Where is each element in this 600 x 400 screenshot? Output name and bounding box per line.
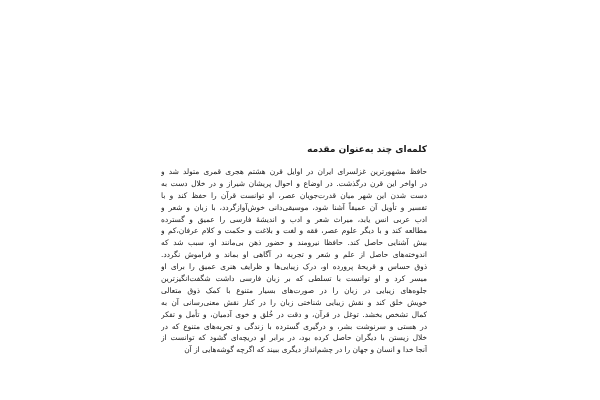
text-line: میسر کرد و او توانست با تسلطی که بر زبان فارسی داشت شگفت‌انگیزترین xyxy=(161,274,427,284)
text-line: خلال زیستن با دیگران حاصل کرده بود، در برابر او دریچه‌ای گشود که توانست از xyxy=(161,333,427,343)
text-line: مطالعه کند و با دیگر علوم عصر، فقه و لغت و بلاغت و حکمت و کلام عرفان،کم و xyxy=(161,226,427,236)
text-line: تفسیر و تأویل آن عمیقاً آشنا شود، موسیقی‌دانی خوش‌آوازگردد، با زبان و شعر و xyxy=(161,202,427,212)
text-line: اندوخته‌های حاصل از علم و شعر و تجربه در آگاهی او بماند و فراموش نگردد. xyxy=(161,250,427,260)
paragraph xyxy=(161,166,427,356)
text-line: در هستی و سرنوشت بشر، و درگیری گسترده با زندگی و تجربه‌های متنوع که در xyxy=(161,321,427,331)
text-line: کمال تشخص بخشد. توغل در قرآن، و دقت در خُلق و خوی آدمیان، و تأمل و تفکر xyxy=(161,309,427,319)
text-line: خویش خلق کند و نقش زیبایی شناختی زبان را در کنار نقش معنی‌رسانی آن به xyxy=(161,297,427,307)
text-line: در اواخر این قرن درگذشت. در اوضاع و احوال پریشان شیراز و در خلال دست به xyxy=(161,178,427,188)
text-line: ذوق حساس و قریحهٔ پرورده او، درک زیبایی‌ها و ظرایف هنری عمیق را برای او xyxy=(161,262,427,272)
text-line: بیش آشنایی حاصل کند. حافظا نیرومند و حضور ذهن بی‌مانند او، سبب شد که xyxy=(161,238,427,248)
text-line: دست شدن این شهر میان قدرت‌جویان عصر، او توانست قرآن را حفظ کند و با xyxy=(161,190,427,200)
text-block xyxy=(161,144,427,356)
text-line: جلوه‌های زیبایی در زبان را در صورت‌های بسیار متنوع با کمک ذوق متعالی xyxy=(161,285,427,295)
text-line: حافظ مشهورترین غزلسرای ایران در اوایل قرن هشتم هجری قمری متولد شد و xyxy=(161,167,427,176)
section-heading: کلمه‌ای چند به‌عنوان مقدمه xyxy=(307,145,427,155)
text-line: آنجا خدا و انسان و جهان را در چشم‌انداز دیگری ببیند که اگرچه گوشه‌هایی از آن xyxy=(184,345,427,355)
text-line: ادب عربی انس یابد، میراث شعر و ادب و اندیشهٔ فارسی را عمیق و گسترده xyxy=(161,214,427,224)
